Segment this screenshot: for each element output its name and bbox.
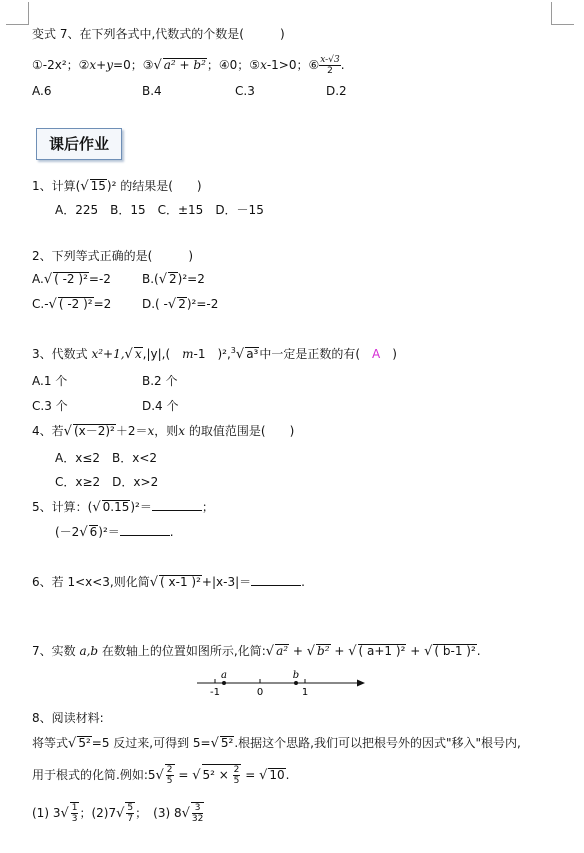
q5-line1: 5、计算：(√ 0.15)²＝ ；	[32, 500, 214, 515]
v7-period: .	[340, 58, 345, 72]
q8-line1: 将等式√ 5²=5 反过来,可得到 5=√ 5².根据这个思路,我们可以把根号外的因式"移入"根号内,	[32, 736, 521, 751]
q1-options: A．225 B．15 C．±15 D．－15	[55, 203, 264, 217]
q4-options-row2: C．x≥2 D．x>2	[55, 475, 159, 489]
label-b: b	[292, 670, 300, 681]
q2-option-c: C.-√ ( -2 )²=2	[32, 297, 112, 312]
q3-option-b: B.2 个	[142, 374, 178, 388]
v7-option-d: D.2	[326, 84, 347, 98]
q1-text-a: 1、计算(	[32, 179, 81, 193]
q5-blank-2[interactable]	[120, 524, 170, 536]
variant7-stem: 变式 7、在下列各式中,代数式的个数是( )	[32, 27, 285, 41]
q2-option-a: A.√ ( -2 )²=-2	[32, 272, 111, 287]
q7-stem: 7、实数 a,b 在数轴上的位置如图所示,化简:√ a² + √ b² + √ ( a+1 )² + √ ( b-1 )².	[32, 644, 481, 659]
v7-text-4: ；④0；⑤	[206, 58, 261, 72]
q2-option-b: B.(√ 2)²=2	[142, 272, 205, 287]
v7-text-2: x+y	[89, 58, 114, 72]
v7-option-c: C.3	[235, 84, 255, 98]
v7-option-a: A.6	[32, 84, 52, 98]
arrow-icon	[357, 680, 365, 687]
q3-stem: 3、代数式 x²+1,√ x,|y|,( m-1 )²,$^3$√ a³中一定是正数的有( A )	[32, 346, 397, 362]
q6-stem: 6、若 1<x<3,则化简√ ( x-1 )²+|x-3|＝ .	[32, 575, 305, 590]
q1-text-b: )² 的结果是( )	[106, 179, 202, 193]
v7-text-3: =0；③	[113, 58, 154, 72]
q2-stem: 2、下列等式正确的是( )	[32, 249, 193, 263]
tick-label-0: 0	[256, 687, 264, 698]
crop-mark-top-left	[6, 2, 29, 25]
q1-stem: 1、计算(√ 15)² 的结果是( )	[32, 179, 202, 194]
v7-text-1: ①-2x²；②	[32, 58, 90, 72]
q2-option-d: D.( -√ 2)²=-2	[142, 297, 219, 312]
v7-text-6: -1>0；⑥	[266, 58, 320, 72]
crop-mark-top-right	[551, 2, 574, 25]
point-a	[222, 681, 226, 685]
q4-stem: 4、若√ (x－2)²＋2＝x，则x 的取值范围是( )	[32, 424, 295, 439]
q3-option-d: D.4 个	[142, 399, 179, 413]
q8-title: 8、阅读材料:	[32, 711, 104, 725]
number-line	[195, 668, 370, 698]
q1-sqrt: 15	[90, 179, 106, 193]
q4-options-row1: A．x≤2 B．x<2	[55, 451, 158, 465]
variant7-items: ①-2x²；②x+y=0；③√ a² + b²；④0；⑤x-1>0；⑥ $\frac{x-√3}{2}$ .	[32, 55, 345, 76]
homework-title: 课后作业	[36, 128, 122, 160]
q8-problems: (1) 3√ $\frac{1}{3}$ ；(2)7√ $\frac{5}{7}$ ； (3) 8√ $\frac{3}{32}$	[32, 803, 204, 824]
label-a: a	[221, 670, 227, 681]
v7-text-5: x	[260, 58, 267, 72]
point-b	[294, 681, 298, 685]
tick-label-neg1: -1	[210, 687, 220, 698]
q3-answer: A	[372, 347, 381, 361]
tick-label-1: 1	[301, 687, 309, 698]
v7-sqrt-a2b2: a² + b²	[163, 58, 206, 72]
v7-fraction: $\frac{x-√3}{2}$	[320, 55, 340, 76]
q6-blank[interactable]	[251, 574, 301, 586]
q3-option-c: C.3 个	[32, 399, 68, 413]
v7-option-b: B.4	[142, 84, 162, 98]
q8-line2: 用于根式的化简.例如:5√ $\frac{2}{5}$ = √ 5² × $\frac{2}{5}$ = √ 10.	[32, 765, 290, 786]
q5-blank-1[interactable]	[152, 499, 202, 511]
q3-option-a: A.1 个	[32, 374, 68, 388]
q5-line2: (－2√ 6)²＝ .	[55, 525, 174, 540]
